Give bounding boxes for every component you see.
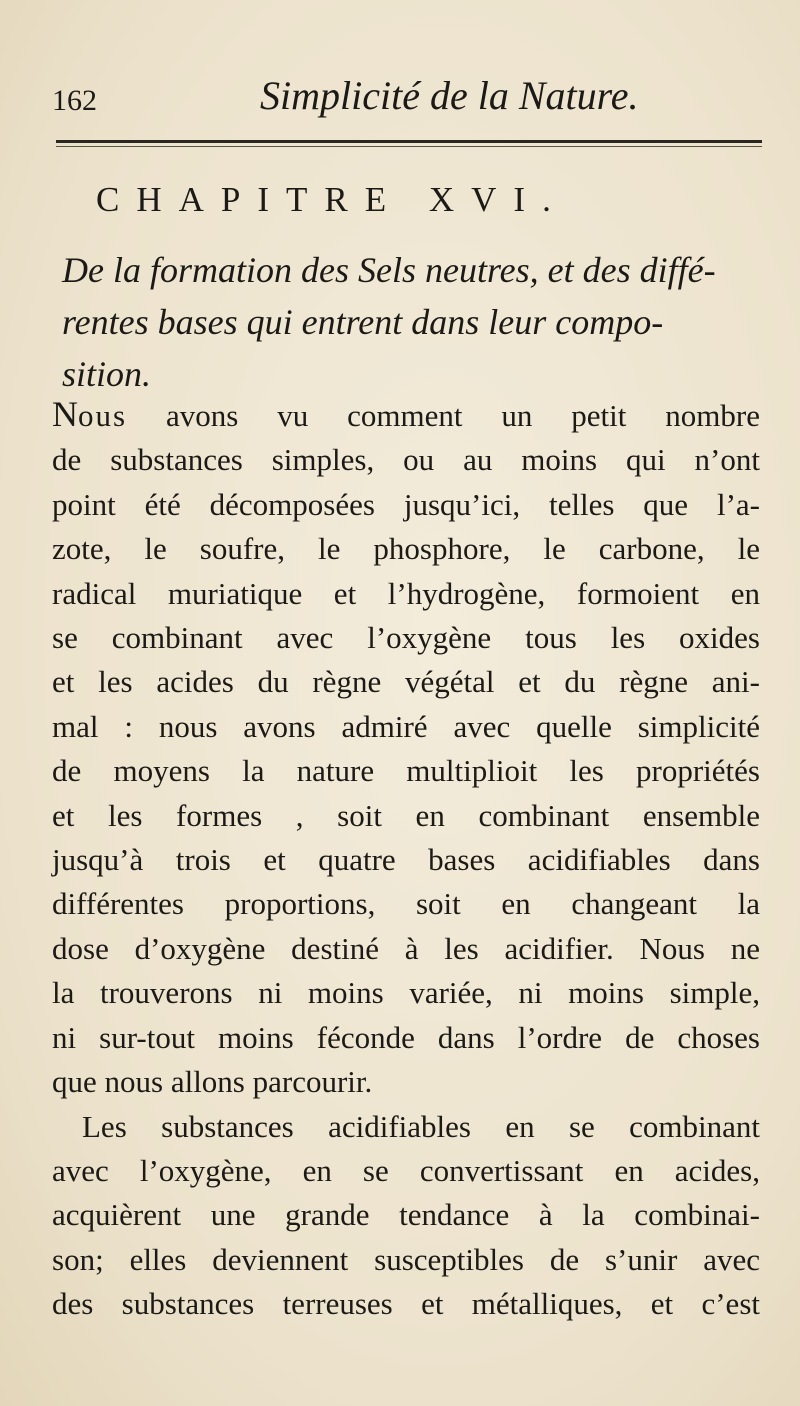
text-line: jusqu’à trois et quatre bases acidifiables dans	[52, 842, 760, 878]
body-text	[52, 392, 760, 1327]
first-word-rest: ous	[78, 398, 128, 433]
text-line: de substances simples, ou au moins qui n’ont	[52, 442, 760, 478]
text-line: de moyens la nature multiplioit les propriétés	[52, 753, 760, 789]
text-line: et les acides du règne végétal et du règne ani-	[52, 664, 760, 700]
text-line: des substances terreuses et métalliques, et c’est	[52, 1286, 760, 1322]
text-line: zote, le soufre, le phosphore, le carbone, le	[52, 531, 760, 567]
header-rule	[56, 140, 762, 147]
text-line: acquièrent une grande tendance à la combinai-	[52, 1197, 760, 1233]
text-line: Les substances acidifiables en se combinant	[82, 1108, 760, 1144]
text-line: se combinant avec l’oxygène tous les oxides	[52, 620, 760, 656]
subtitle-line: rentes bases qui entrent dans leur compo-	[62, 302, 664, 342]
text-line: son; elles deviennent susceptibles de s’unir avec	[52, 1241, 760, 1277]
first-line-rest: avons vu comment un petit nombre	[127, 398, 760, 433]
subtitle-line: sition.	[62, 354, 152, 394]
page-header	[52, 72, 752, 122]
drop-initial: N	[52, 394, 78, 434]
text-line: la trouverons ni moins variée, ni moins simple,	[52, 975, 760, 1011]
text-line: dose d’oxygène destiné à les acidifier. Nous ne	[52, 930, 760, 966]
text-line: avec l’oxygène, en se convertissant en acides,	[52, 1152, 760, 1188]
text-line: radical muriatique et l’hydrogène, formoient en	[52, 575, 760, 611]
text-line	[52, 392, 760, 438]
chapter-title: CHAPITRE XVI.	[96, 180, 568, 219]
chapter-subtitle	[62, 244, 752, 400]
text-line: mal : nous avons admiré avec quelle simplicité	[52, 708, 760, 744]
text-line: que nous allons parcourir.	[52, 1064, 373, 1100]
text-line: différentes proportions, soit en changeant la	[52, 886, 760, 922]
text-line: et les formes , soit en combinant ensemble	[52, 797, 760, 833]
text-line: point été décomposées jusqu’ici, telles que l’a-	[52, 486, 760, 522]
page-number: 162	[52, 84, 97, 117]
text-line: ni sur-tout moins féconde dans l’ordre de choses	[52, 1019, 760, 1055]
subtitle-line: De la formation des Sels neutres, et des diffé-	[62, 250, 716, 290]
running-title: Simplicité de la Nature.	[260, 73, 639, 118]
